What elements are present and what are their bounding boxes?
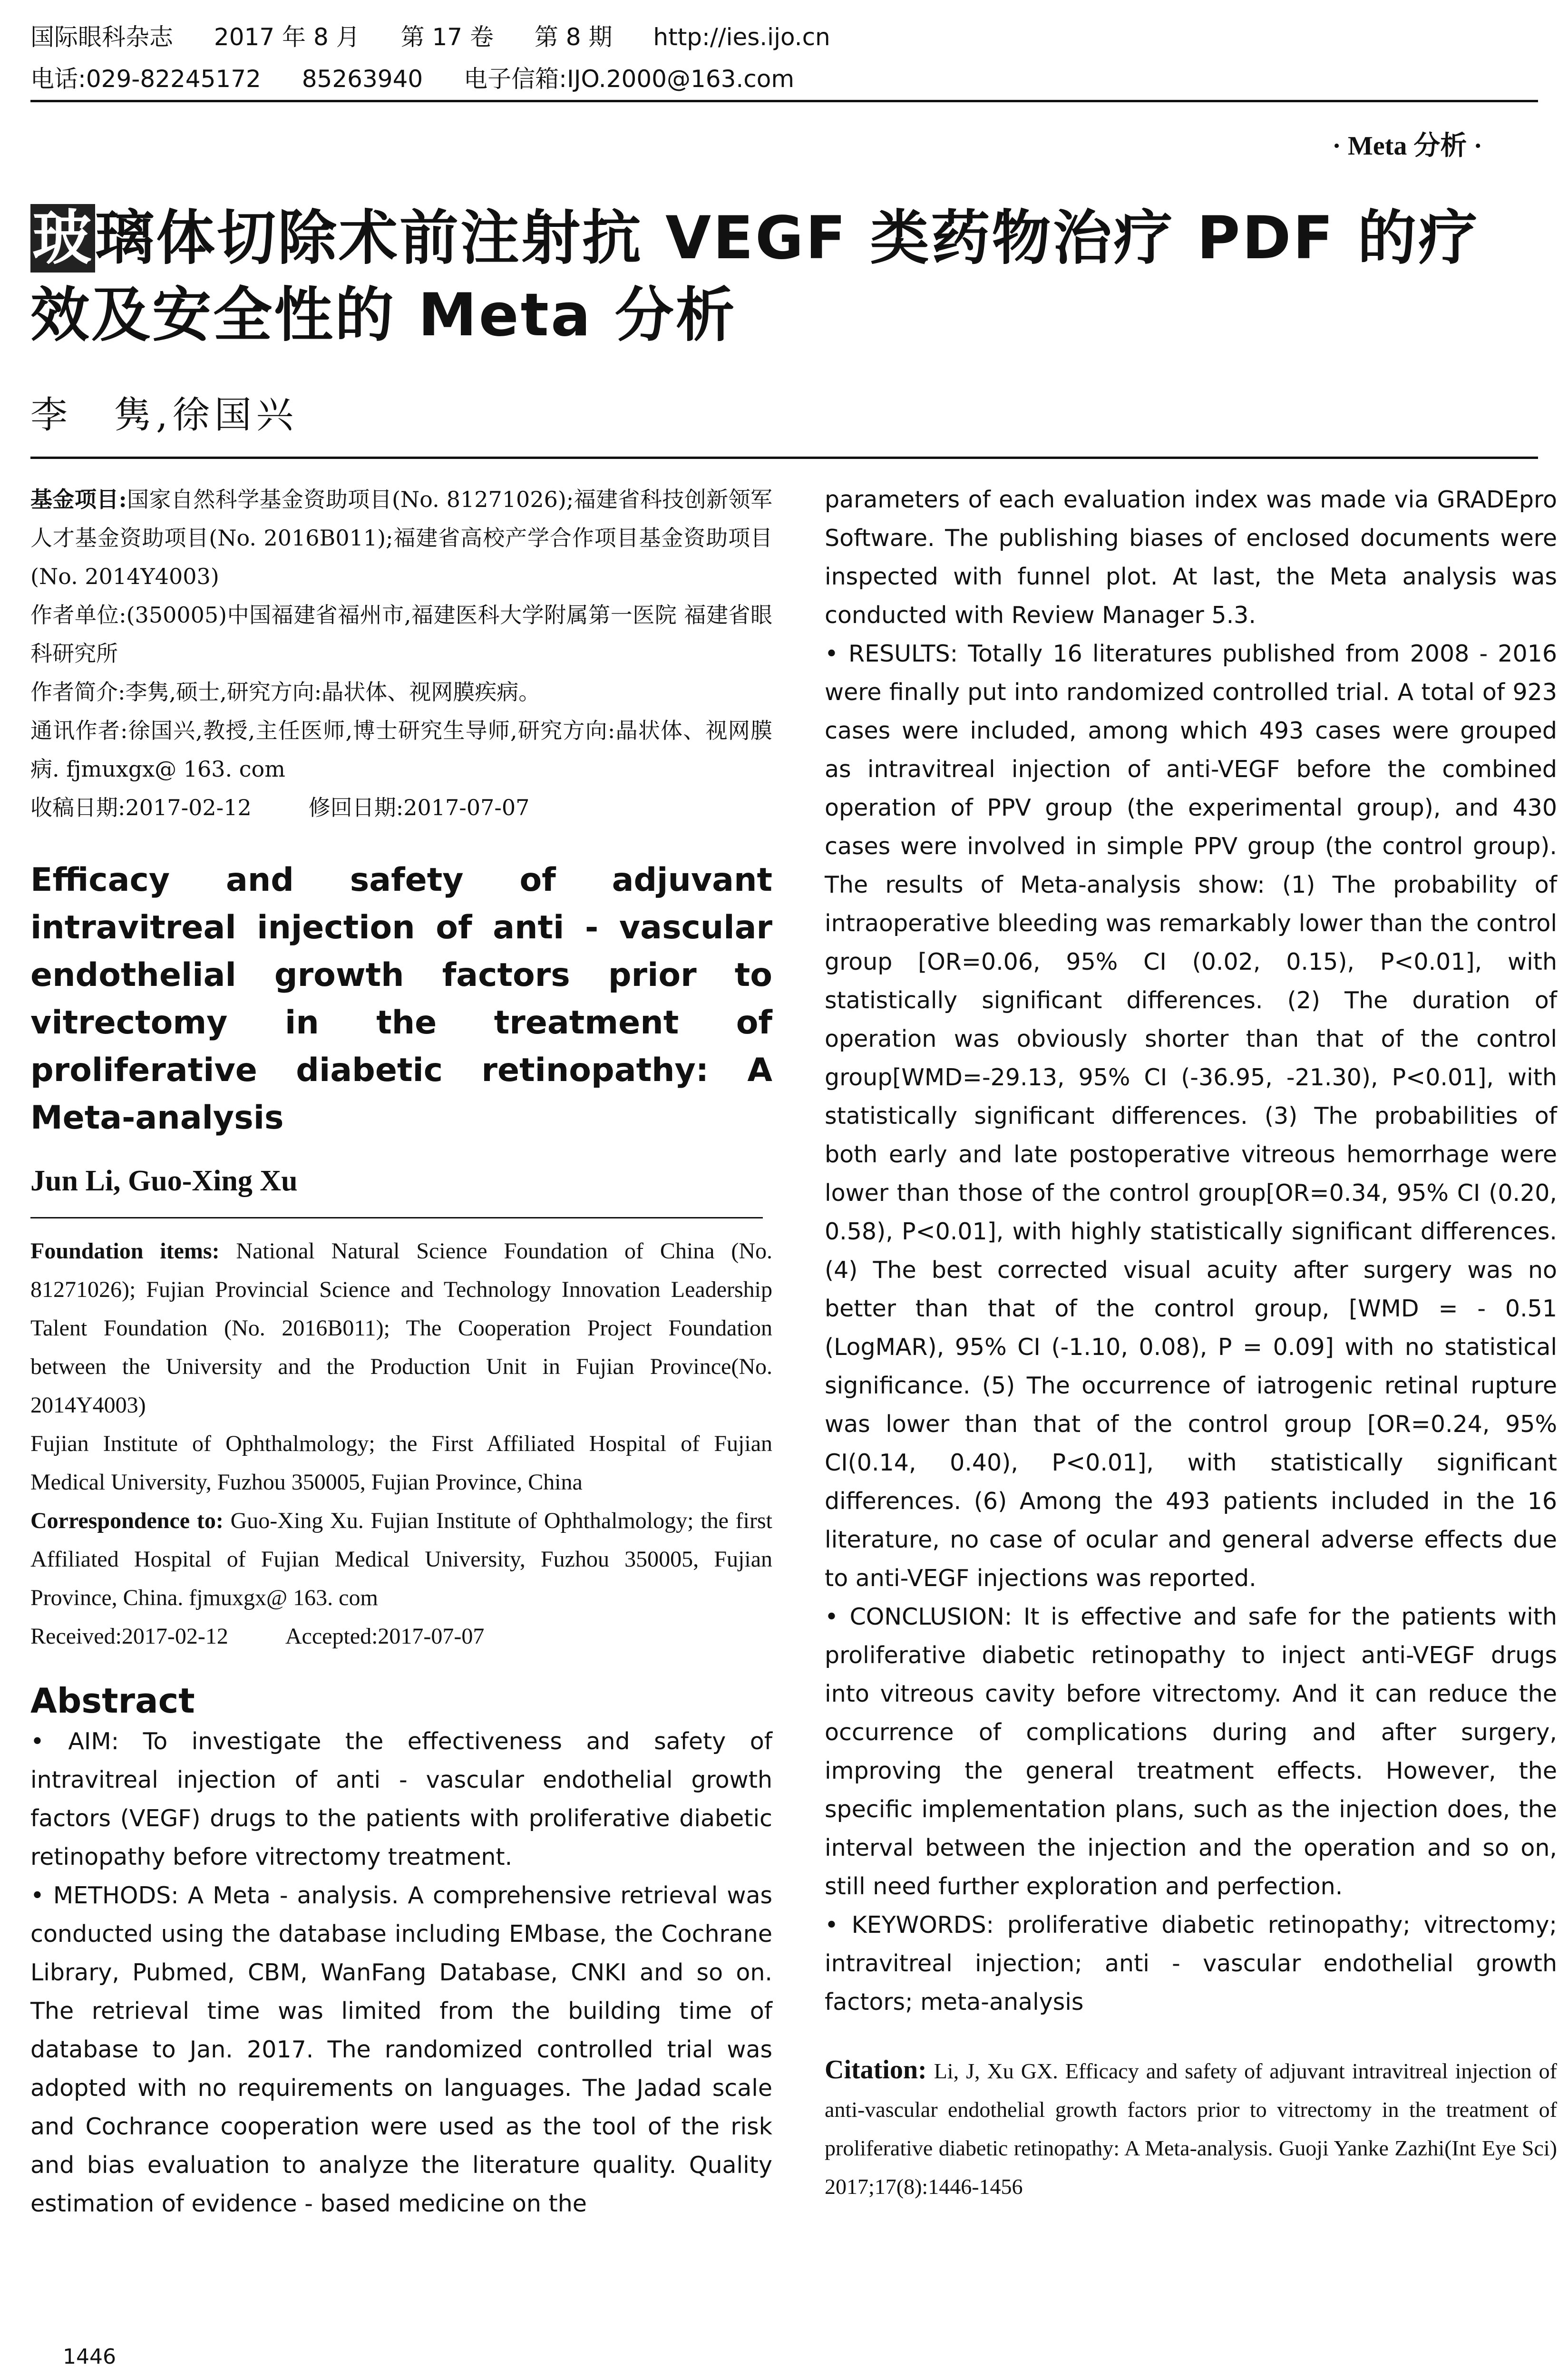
page-number: 1446 [63,2345,116,2369]
section-tag: · Meta 分析 · [1332,131,1482,161]
chinese-metadata [30,480,772,827]
title-rule [30,457,1538,459]
title-first-char: 玻 [30,204,95,273]
citation-text: Li, J, Xu GX. Efficacy and safety of adjuvant intravitreal injection of anti-vascular endothelial growth factors prior to vitrectomy in the treatment of proliferative diabetic retinopathy: A Meta-analysis. Guoji Yanke Zazhi(Int Eye Sci) 2017;17(8):1446-1456 [825,2059,1557,2199]
article-title-en: Efficacy and safety of adjuvant intravitreal injection of anti - vascular endothelial growth factors prior to vitrectomy in the treatment of proliferative diabetic retinopathy: A Meta-analysis [30,861,772,1137]
issue-date: 2017 年 8 月 [214,23,360,51]
abstract-aim: • AIM: To investigate the effectiveness and safety of intravitreal injection of anti - vascular endothelial growth factors (VEGF) drugs to the patients with proliferative diabetic retinopathy before vitrectomy treatment. [30,1728,772,1870]
revised-cn: 修回日期:2017-07-07 [308,795,530,820]
authors-rule [30,1217,763,1218]
running-header-line1 [30,23,864,51]
abstract-left [30,1722,772,2223]
right-column [825,480,1557,2206]
funding-label-cn: 基金项目: [30,487,127,512]
received-cn: 收稿日期:2017-02-12 [30,795,252,820]
phone-2: 85263940 [302,65,423,93]
abstract-conclusion: • CONCLUSION: It is effective and safe for the patients with proliferative diabetic retinopathy to inject anti-VEGF drugs into vitreous cavity before vitrectomy. And it can reduce the occurrence of complications during and after surgery, improving the general treatment effects. However, the specific implementation plans, such as the injection does, the interval between the injection and the operation and so on, still need further exploration and perfection. [825,1603,1557,1900]
left-column [30,480,772,2223]
header-rule [30,100,1538,102]
volume: 第 17 卷 [400,23,494,51]
abstract-methods-continued: parameters of each evaluation index was made via GRADEpro Software. The publishing biases of enclosed documents were inspected with funnel plot. At last, the Meta analysis was conducted with Review Manager 5.3. [825,486,1557,629]
citation-block [825,2051,1557,2206]
issue-number: 第 8 期 [534,23,613,51]
journal-url[interactable]: http://ies.ijo.cn [653,23,830,51]
running-header-line2 [30,65,828,93]
abstract-right [825,480,1557,2021]
abstract-methods: • METHODS: A Meta - analysis. A comprehensive retrieval was conducted using the database including EMbase, the Cochrane Library, Pubmed, CBM, WanFang Database, CNKI and so on. The retrieval time was limited from the building time of database to Jan. 2017. The randomized controlled trial was adopted with no requirements on languages. The Jadad scale and Cochrance cooperation were used as the tool of the risk and bias evaluation to analyze the literature quality. Quality estimation of evidence - based medicine on the [30,1882,772,2217]
journal-name: 国际眼科杂志 [30,23,173,51]
abstract-heading: Abstract [30,1681,195,1721]
accepted-en: Accepted:2017-07-07 [285,1624,485,1649]
received-en: Received:2017-02-12 [30,1624,228,1649]
affiliation-cn: 作者单位:(350005)中国福建省福州市,福建医科大学附属第一医院 福建省眼科研究所 [30,602,772,666]
correspondence-label: Correspondence to: [30,1508,224,1533]
phone: 电话:029-82245172 [30,65,261,93]
article-title-cn [30,200,1538,354]
funding-cn: 基金项目:国家自然科学基金资助项目(No. 81271026);福建省科技创新领军人才基金资助项目(No. 2016B011);福建省高校产学合作项目基金资助项目(No. 2014Y4003) [30,487,773,589]
institute: Fujian Institute of Ophthalmology; the First Affiliated Hospital of Fujian Medical University, Fuzhou 350005, Fujian Province, China [30,1431,772,1495]
authors-cn: 李 隽,徐国兴 [30,394,298,437]
email[interactable]: 电子信箱:IJO.2000@163.com [464,65,795,93]
title-rest: 璃体切除术前注射抗 VEGF 类药物治疗 PDF 的疗效及安全性的 Meta 分析 [30,204,1480,350]
dates-cn [30,789,772,827]
abstract-keywords: • KEYWORDS: proliferative diabetic retinopathy; vitrectomy; intravitreal injection; anti - vascular endothelial growth factors; meta-analysis [825,1911,1557,2016]
bio-cn: 作者简介:李隽,硕士,研究方向:晶状体、视网膜疾病。 [30,679,541,705]
correspondence-cn: 通讯作者:徐国兴,教授,主任医师,博士研究生导师,研究方向:晶状体、视网膜病. fjmuxgx@ 163. com [30,718,772,782]
foundation-items: Foundation items: National Natural Science Foundation of China (No. 81271026); Fujian Provincial Science and Technology Innovation Leadership Talent Foundation (No. 2016B011); The Cooperation Project Foundation between the University and the Production Unit in Fujian Province(No. 2014Y4003) [30,1238,772,1418]
citation-label: Citation: [825,2055,927,2085]
foundation-label: Foundation items: [30,1238,220,1264]
foundation-block [30,1232,772,1656]
correspondence: Correspondence to: Guo-Xing Xu. Fujian Institute of Ophthalmology; the first Affiliated Hospital of Fujian Medical University, Fuzhou 350005, Fujian Province, China. fjmuxgx@ 163. com [30,1508,772,1610]
dates-en [30,1617,772,1656]
abstract-results: • RESULTS: Totally 16 literatures published from 2008 - 2016 were finally put into randomized controlled trial. A total of 923 cases were included, among which 493 cases were grouped as intravitreal injection of anti-VEGF before the combined operation of PPV group (the experimental group), and 430 cases were involved in simple PPV group (the control group). The results of Meta-analysis show: (1) The probability of intraoperative bleeding was remarkably lower than the control group [OR=0.06, 95% CI (0.02, 0.15), P<0.01], with statistically significant differences. (2) The duration of operation was obviously shorter than that of the control group[WMD=-29.13, 95% CI (-36.95, -21.30), P<0.01], with statistically significant differences. (3) The probabilities of both early and late postoperative vitreous hemorrhage were lower than those of the control group[OR=0.34, 95% CI (0.20, 0.58), P<0.01], with highly statistically significant differences. (4) The best corrected visual acuity after surgery was no better than that of the control group, [WMD = - 0.51 (LogMAR), 95% CI (-1.10, 0.08), P = 0.09] with no statistical significance. (5) The occurrence of iatrogenic retinal rupture was lower than that of the control group [OR=0.24, 95% CI(0.14, 0.40), P<0.01], with statistically significant differences. (6) Among the 493 patients included in the 16 literature, no case of ocular and general adverse effects due to anti-VEGF injections was reported. [825,640,1557,1592]
authors-en: Jun Li, Guo-Xing Xu [30,1165,298,1197]
